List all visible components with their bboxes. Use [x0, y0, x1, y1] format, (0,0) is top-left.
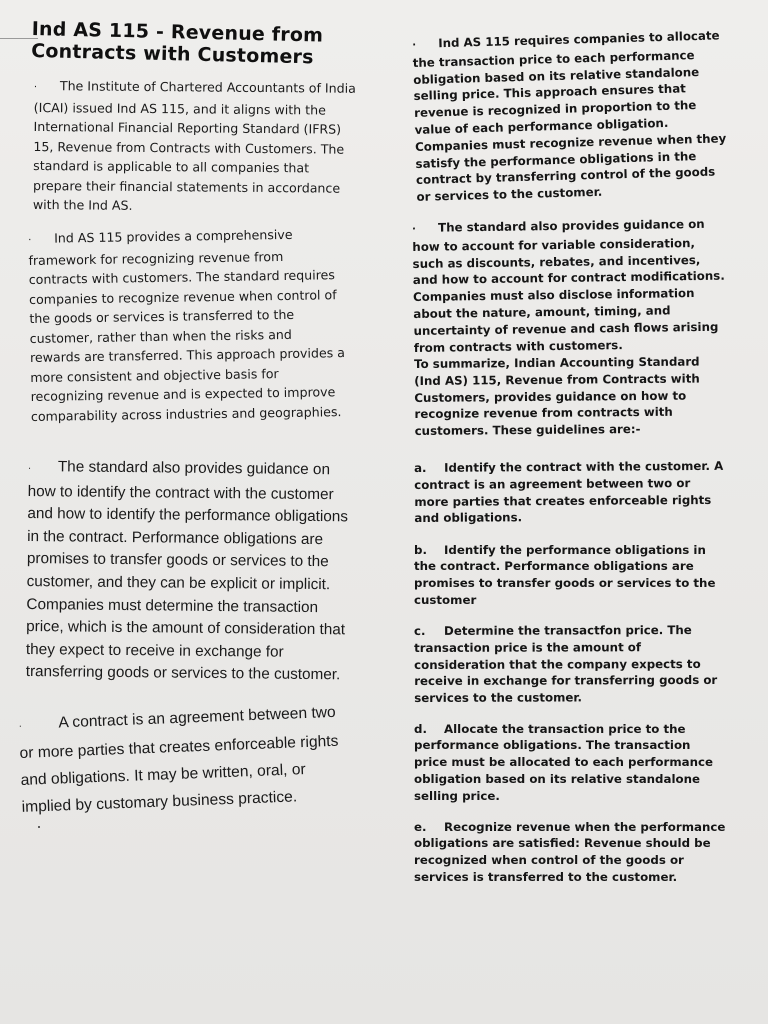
paragraph-variable-consideration — [412, 216, 728, 357]
step-text: Performance obligations are promises to transfer goods or services to the customer — [414, 559, 716, 607]
paragraph-contract-definition — [18, 699, 354, 822]
bullet-icon: · — [28, 234, 32, 246]
bullet-icon: · — [33, 81, 38, 94]
summary-paragraph: To summarize, Indian Accounting Standard (Ind AS) 115, Revenue from Contracts with Customers, provides guidance on how to recognize revenue from contracts with customers. These guidelines are:- — [414, 354, 700, 439]
paragraph-text: The standard also provides guidance on how to identify the contract with the customer and how to identify the performance obligations in the contract. Performance obligations are promises to transfer goods or services to the customer, and they can be explicit or implicit. Companies must determine the transaction price, which is the amount of consideration that they expect to receive in exchange for transferring goods or services to the customer. — [25, 457, 349, 684]
page-title: Ind AS 115 - Revenue from Contracts with Customers — [31, 18, 324, 69]
step-title: Identify the contract with the customer. — [444, 459, 711, 476]
guideline-step-e — [414, 819, 726, 886]
step-letter: d. — [414, 721, 427, 736]
step-letter: c. — [414, 623, 426, 638]
step-title: Determine the transactfon price. — [444, 622, 664, 638]
step-title: Identify the performance obligations in the contract. — [414, 542, 706, 574]
paragraph-allocation — [412, 27, 731, 206]
step-title: Allocate the transaction price to the performance obligations. — [414, 721, 686, 753]
step-letter: e. — [414, 819, 427, 834]
bullet-icon: · — [27, 462, 32, 474]
paragraph-text: The Institute of Chartered Accountants of India (ICAI) issued Ind AS 115, and it aligns with the International Financial Reporting Standard (IFRS) 15, Revenue from Contracts with Customers. The standard is applicable to all companies that prepare their financial statements in accordance with the Ind AS. — [32, 78, 356, 213]
guideline-step-c — [414, 622, 726, 707]
step-title: Recognize revenue when the performance obligations are satisfied: — [414, 819, 726, 851]
step-letter: b. — [414, 542, 427, 557]
bullet-icon: · — [412, 39, 417, 51]
paragraph-identify-contract — [26, 456, 354, 687]
bullet-icon: · — [18, 721, 23, 733]
paragraph-text: The standard also provides guidance on how to account for variable consideration, such as discounts, rebates, and incentives, and how to account for contract modifications. Companies must also disclose information about the nature, amount, timing, and uncertainty of revenue and cash flows arising from contracts with customers. — [412, 216, 725, 355]
paragraph-framework — [28, 224, 347, 426]
step-text: The transaction price must be allocated to each performance obligation based on its relative standalone selling price. — [414, 738, 713, 803]
step-letter: a. — [414, 461, 427, 476]
stray-mark — [38, 826, 40, 828]
guideline-step-b — [414, 542, 726, 609]
right-column — [410, 28, 727, 886]
paragraph-text: A contract is an agreement between two or more parties that creates enforceable rights and obligations. It may be written, oral, or implied by customary business practice. — [19, 704, 339, 817]
paragraph-text: Ind AS 115 requires companies to allocate the transaction price to each performance obligation based on its relative standalone selling price. This approach ensures that revenue is recognized in proportion to the value of each performance obligation. Companies must recognize revenue when they satisfy the performance obligations in the contract by transferring control of the goods or services to the customer. — [412, 28, 727, 205]
left-column — [18, 18, 364, 821]
paragraph-text: Ind AS 115 provides a comprehensive framework for recognizing revenue from contracts with customers. The standard requires companies to recognize revenue when control of the goods or services is transferred to the customer, rather than when the risks and rewards are transferred. This approach provides a more consistent and objective basis for recognizing revenue and is expected to improve comparability across industries and geographies. — [28, 226, 346, 423]
guideline-step-d — [414, 721, 726, 805]
step-text: A contract is an agreement between two or more parties that creates enforceable rights and obligations. — [414, 459, 724, 526]
step-text: The transaction price is the amount of consideration that the company expects to receive in exchange for transferring goods or services to the customer. — [414, 622, 718, 705]
step-text: Revenue should be recognized when control of the goods or services is transferred to the customer. — [414, 836, 711, 885]
guideline-step-a — [414, 458, 726, 527]
bullet-icon: · — [412, 223, 417, 235]
paragraph-icai-issuance — [33, 76, 356, 217]
